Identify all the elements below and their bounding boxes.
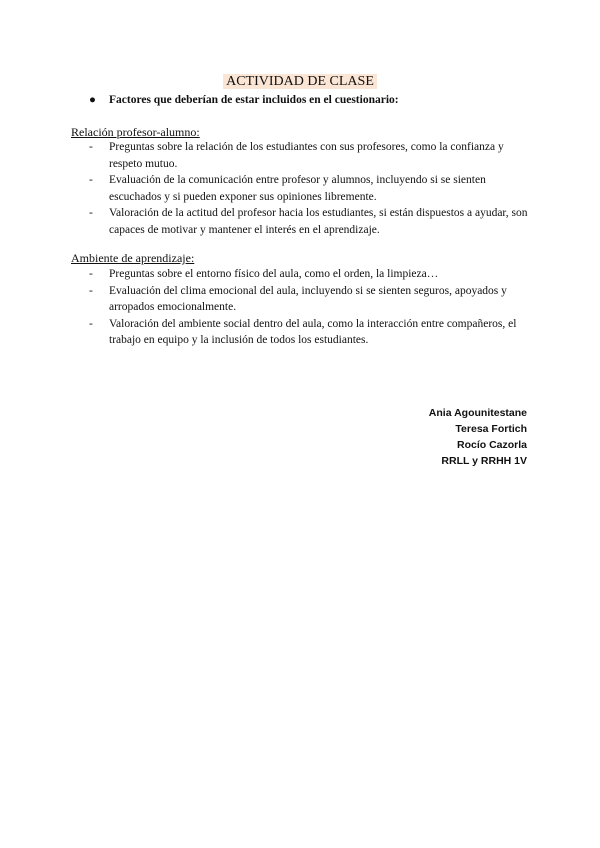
list-item [89,139,539,172]
signature-block [429,405,527,469]
dash-icon: - [89,141,93,153]
section-heading-ambiente: Ambiente de aprendizaje: [71,251,195,265]
list-item-text: Evaluación del clima emocional del aula, incluyendo si se sienten seguros, apoyados y arropados emocionalmente. [109,284,507,313]
dash-icon: - [89,268,93,280]
intro-bullet-text: Factores que deberían de estar incluidos en el cuestionario: [109,94,399,106]
bullet-icon: ● [89,94,96,106]
author-name: Ania Agounitestane [428,407,527,419]
section-heading-relacion: Relación profesor-alumno: [71,125,200,139]
page-title-text: ACTIVIDAD DE CLASE [223,74,377,89]
author-name: Rocío Cazorla [456,439,527,451]
section-list-ambiente [89,266,539,349]
list-item-text: Evaluación de la comunicación entre profesor y alumnos, incluyendo si se sienten escuchados y si pueden exponer sus opiniones libremente. [109,174,486,203]
list-item-text: Valoración de la actitud del profesor hacia los estudiantes, si están dispuestos a ayudar, son capaces de motivar y mantener el interés en el aprendizaje. [109,207,528,236]
dash-icon: - [89,207,93,219]
intro-bullet [89,93,399,107]
list-item-text: Preguntas sobre el entorno físico del aula, como el orden, la limpieza… [109,268,439,280]
list-item [89,266,539,283]
dash-icon: - [89,174,93,186]
course-group: RRLL y RRHH 1V [441,455,527,467]
list-item [89,316,539,349]
list-item-text: Preguntas sobre la relación de los estudiantes con sus profesores, como la confianza y respeto mutuo. [109,141,504,170]
list-item [89,172,539,205]
dash-icon: - [89,284,93,297]
dash-icon: - [89,317,93,330]
list-item [89,283,539,316]
page-title [0,73,600,90]
section-list-relacion [89,139,539,238]
author-name: Teresa Fortich [455,423,527,435]
list-item-text: Valoración del ambiente social dentro del aula, como la interacción entre compañeros, el trabajo en equipo y la inclusión de todos los estudiantes. [109,317,517,346]
list-item [89,205,539,238]
